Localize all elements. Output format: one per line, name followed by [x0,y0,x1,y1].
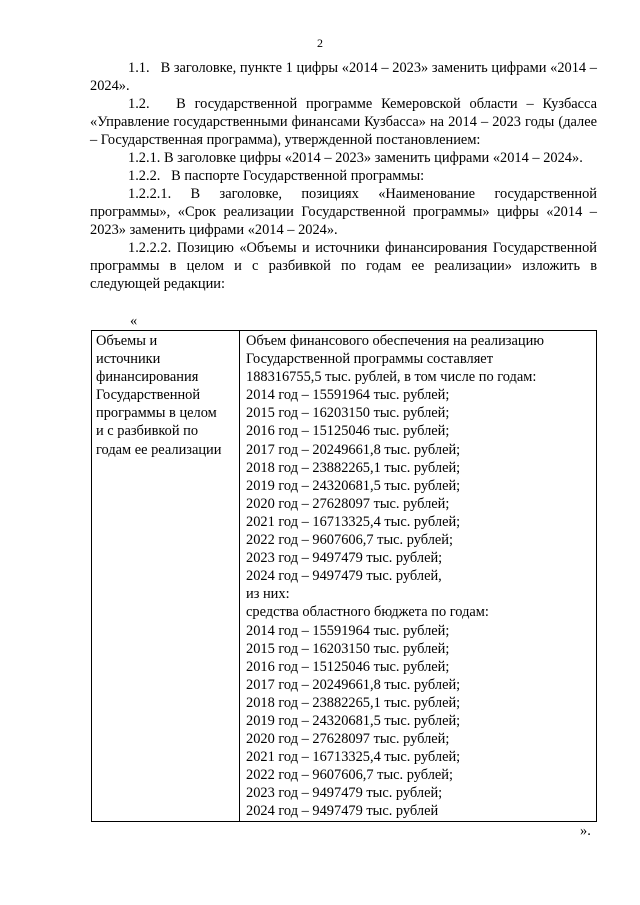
funding-line: 188316755,5 тыс. рублей, в том числе по годам: [246,369,537,386]
funding-line: Объем финансового обеспечения на реализацию [246,333,545,349]
funding-line: 2016 год – 15125046 тыс. рублей; [246,658,450,675]
funding-line: 2024 год – 9497479 тыс. рублей [246,803,439,820]
funding-line: 2019 год – 24320681,5 тыс. рублей; [246,712,461,729]
funding-line: 2017 год – 20249661,8 тыс. рублей; [246,676,461,693]
opening-quote-mark: « [130,313,138,329]
table-row [92,331,597,822]
paragraph-1-2-1: 1.2.1. В заголовке цифры «2014 – 2023» заменить цифрами «2014 – 2024». [128,150,583,166]
left-line: программы в целом [96,405,217,422]
paragraph-1-2-2-2: 1.2.2.2. Позицию «Объемы и источники финансирования Государственной программы в целом и с разбивкой по годам ее реализации» изложить в следующей редакции: [90,240,597,292]
funding-line: 2014 год – 15591964 тыс. рублей; [246,622,450,639]
funding-line: 2024 год – 9497479 тыс. рублей, [246,568,442,585]
funding-line: средства областного бюджета по годам: [246,604,489,621]
funding-line: 2014 год – 15591964 тыс. рублей; [246,387,450,404]
funding-line: 2023 год – 9497479 тыс. рублей; [246,550,443,567]
page-number: 2 [317,36,323,50]
left-line: годам ее реализации [96,441,222,458]
funding-line: Государственной программы составляет [246,351,493,368]
position-title-cell [92,331,240,822]
funding-line: 2020 год – 27628097 тыс. рублей; [246,495,450,512]
left-line: Объемы и [96,333,158,349]
funding-line: из них: [246,586,290,603]
passport-table [91,330,597,822]
funding-line: 2015 год – 16203150 тыс. рублей; [246,405,450,422]
funding-line: 2020 год – 27628097 тыс. рублей; [246,731,450,748]
paragraph-1-2-2-1: 1.2.2.1. В заголовке, позициях «Наименование государственной программы», «Срок реализации Государственной программы» цифры «2014 – 2023» заменить цифрами «2014 – 2024». [90,186,597,238]
funding-line: 2016 год – 15125046 тыс. рублей; [246,423,450,440]
funding-line: 2021 год – 16713325,4 тыс. рублей; [246,513,461,530]
funding-line: 2023 год – 9497479 тыс. рублей; [246,785,443,802]
funding-line: 2018 год – 23882265,1 тыс. рублей; [246,459,461,476]
funding-line: 2021 год – 16713325,4 тыс. рублей; [246,749,461,766]
left-line: финансирования [96,369,199,386]
paragraph-1-2-2: 1.2.2. В паспорте Государственной программы: [128,168,425,184]
funding-line: 2022 год – 9607606,7 тыс. рублей; [246,767,453,784]
left-line: и с разбивкой по [96,423,199,440]
left-line: Государственной [96,387,201,404]
funding-line: 2015 год – 16203150 тыс. рублей; [246,640,450,657]
document-body [90,59,597,293]
paragraph-1-2: 1.2. В государственной программе Кемеровской области – Кузбасса «Управление государственными финансами Кузбасса» на 2014 – 2023 годы (далее – Государственная программа), утвержденной постановлением: [90,96,597,148]
funding-line: 2022 год – 9607606,7 тыс. рублей; [246,532,453,549]
funding-details-cell [240,331,597,822]
closing-quote-mark: ». [580,823,591,839]
left-line: источники [96,351,161,368]
funding-line: 2018 год – 23882265,1 тыс. рублей; [246,694,461,711]
funding-line: 2017 год – 20249661,8 тыс. рублей; [246,441,461,458]
paragraph-1-1: 1.1. В заголовке, пункте 1 цифры «2014 – 2023» заменить цифрами «2014 – 2024». [90,60,597,94]
funding-line: 2019 год – 24320681,5 тыс. рублей; [246,477,461,494]
